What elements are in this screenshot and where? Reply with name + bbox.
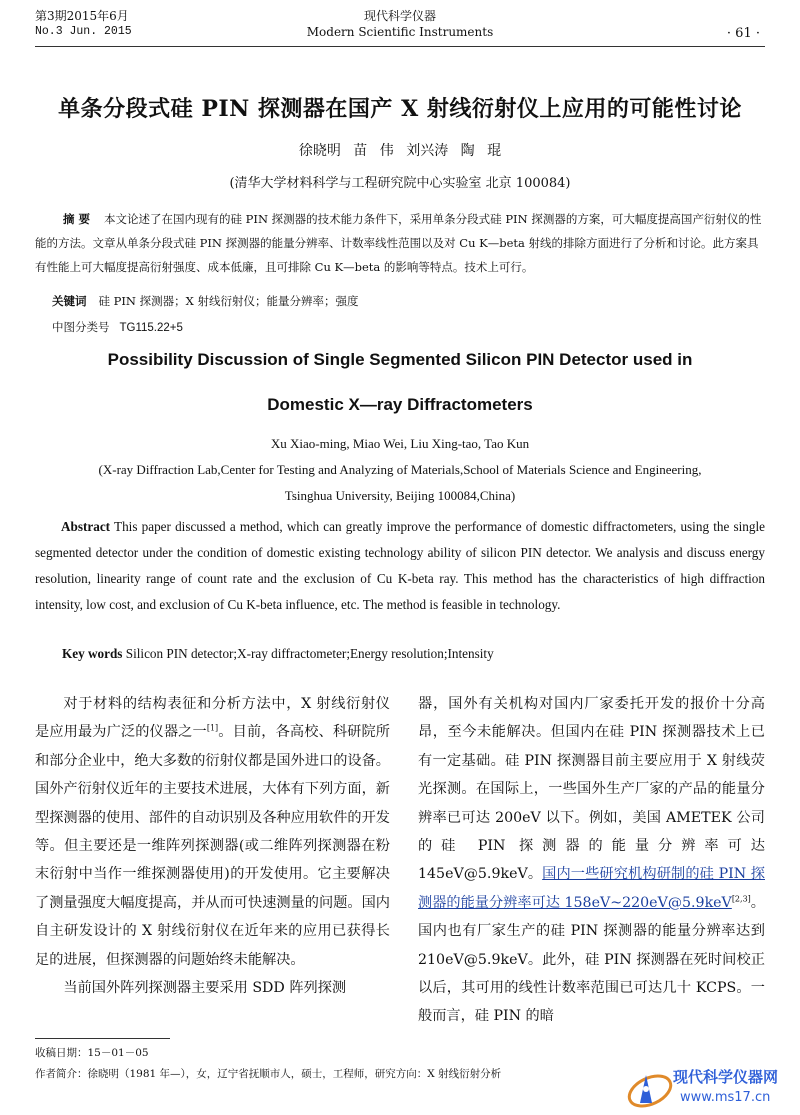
- author-bio: 作者简介：徐晓明（1981 年—），女，辽宁省抚顺市人，硕士，工程师，研究方向：X 射线衍射分析: [35, 1068, 502, 1080]
- citation-ref[interactable]: [2,3]: [731, 894, 751, 904]
- affiliation-en-line1: (X-ray Diffraction Lab,Center for Testing and Analyzing of Materials,School of Materials Science and Engineering,: [98, 462, 702, 477]
- footnote-divider: [35, 1038, 170, 1039]
- classification-number: [52, 319, 183, 335]
- running-header-issue: [35, 8, 132, 40]
- body-column-left: [35, 690, 390, 1002]
- article-title-en-line1: Possibility Discussion of Single Segmented Silicon PIN Detector used in: [107, 350, 693, 369]
- keywords-en: [62, 646, 762, 662]
- issue-en: No.3 Jun. 2015: [35, 25, 132, 38]
- classification-label: 中图分类号: [52, 320, 110, 334]
- issue-cn: 第3期2015年6月: [35, 9, 129, 23]
- affiliation-cn: (清华大学材料科学与工程研究院中心实验室 北京 100084): [229, 176, 571, 191]
- keywords-en-label: Key words: [62, 646, 123, 661]
- body-text: 器，国外有关机构对国内厂家委托开发的报价十分高昂，至今未能解决。但国内在硅 PIN 探测器技术上已有一定基础。硅 PIN 探测器目前主要应用于 X 射线荧光探测。在国际上，一些国外生产厂家的产品的能量分辨率已可达 200eV 以下。例如，美国 AMETEK 公司的硅 PIN 探测器的能量分辨率可达 145eV@5.9keV。: [418, 696, 765, 883]
- article-title-en-line2: Domestic X—ray Diffractometers: [267, 395, 533, 414]
- body-column-right: [418, 690, 765, 1031]
- abstract-cn-text: 本文论述了在国内现有的硅 PIN 探测器的技术能力条件下，采用单条分段式硅 PIN 探测器的方案，可大幅度提高国产衍射仪的性能的方法。文章从单条分段式硅 PIN 探测器的能量分辨率、计数率线性范围以及对 Cu K—beta 射线的排除方面进行了分析和讨论。此方案具有性能上可大幅度提高衍射强度、成本低廉，且可排除 Cu K—beta 的影响等特点。技术上可行。: [35, 212, 762, 274]
- abstract-en: [35, 514, 765, 618]
- citation-ref[interactable]: [1]: [206, 723, 219, 733]
- abstract-en-label: Abstract: [61, 519, 111, 534]
- abstract-cn-label: 摘 要: [63, 212, 91, 226]
- keywords-en-text: Silicon PIN detector;X-ray diffractometer;Energy resolution;Intensity: [122, 646, 494, 661]
- header-divider: [35, 46, 765, 47]
- classification-value: TG115.22+5: [119, 322, 183, 334]
- article-title-cn: 单条分段式硅 PIN 探测器在国产 X 射线衍射仪上应用的可能性讨论: [58, 96, 742, 122]
- body-text: 对于材料的结构表征和分析方法中，X 射线衍射仪是应用最为广泛的仪器之一: [35, 696, 390, 741]
- journal-name-cn: 现代科学仪器: [363, 9, 436, 23]
- abstract-cn: [35, 207, 765, 279]
- running-header-journal: [240, 8, 560, 40]
- keywords-cn-text: 硅 PIN 探测器；X 射线衍射仪；能量分辨率；强度: [98, 294, 359, 308]
- journal-name-en: Modern Scientific Instruments: [306, 25, 494, 39]
- body-text: 当前国外阵列探测器主要采用 SDD 阵列探测: [63, 980, 347, 997]
- authors-cn: 徐晓明 苗 伟 刘兴涛 陶 琨: [298, 143, 502, 159]
- watermark-url[interactable]: www.ms17.cn: [680, 1090, 771, 1105]
- page-number: · 61 ·: [726, 26, 760, 41]
- affiliation-en-line2: Tsinghua University, Beijing 100084,China): [284, 488, 516, 503]
- authors-en: Xu Xiao-ming, Miao Wei, Liu Xing-tao, Tao Kun: [270, 436, 530, 451]
- received-date: 收稿日期：15－01－05: [35, 1047, 149, 1059]
- body-text: 。目前，各高校、科研院所和部分企业中，绝大多数的衍射仪都是国外进口的设备。国外产衍射仪近年的主要技术进展，大体有下列方面，新型探测器的使用、部件的自动识别及各种应用软件的开发等。但主要还是一维阵列探测器(或二维阵列探测器在粉末衍射中当作一维探测器使用)的开发使用。它主要解决了测量强度大幅度提高，并从而可快速测量的问题。国内自主研发设计的 X 射线衍射仪在近年来的应用已获得长足的进展，但探测器的问题始终未能解决。: [35, 724, 390, 968]
- body-text: 。国内也有厂家生产的硅 PIN 探测器的能量分辨率达到 210eV@5.9keV。此外，硅 PIN 探测器在死时间校正以后，其可用的线性计数率范围已可达几十 KCPS。一般而言，硅 PIN 的暗: [418, 894, 765, 1025]
- abstract-en-text: This paper discussed a method, which can greatly improve the performance of domestic diffractometers, using the single segmented detector under the condition of domestic existing technology ability of silicon PIN detector. We analysis and discuss energy resolution, linearity range of count rate and the exclusion of Cu K-beta ray. This method has the characteristics of high diffraction intensity, low cost, and exclusion of Cu K-beta influence, etc. The method is feasible in technology.: [35, 519, 765, 612]
- body-paragraph: [35, 974, 390, 1002]
- keywords-cn: [52, 293, 359, 309]
- body-paragraph: [35, 690, 390, 974]
- watermark-site-name: 现代科学仪器网: [673, 1068, 779, 1086]
- keywords-cn-label: 关键词: [52, 294, 87, 308]
- highlighted-link[interactable]: 国内一些研究机构研制的硅 PIN 探测器的能量分辨率可达 158eV~220eV@5.9keV: [418, 866, 765, 911]
